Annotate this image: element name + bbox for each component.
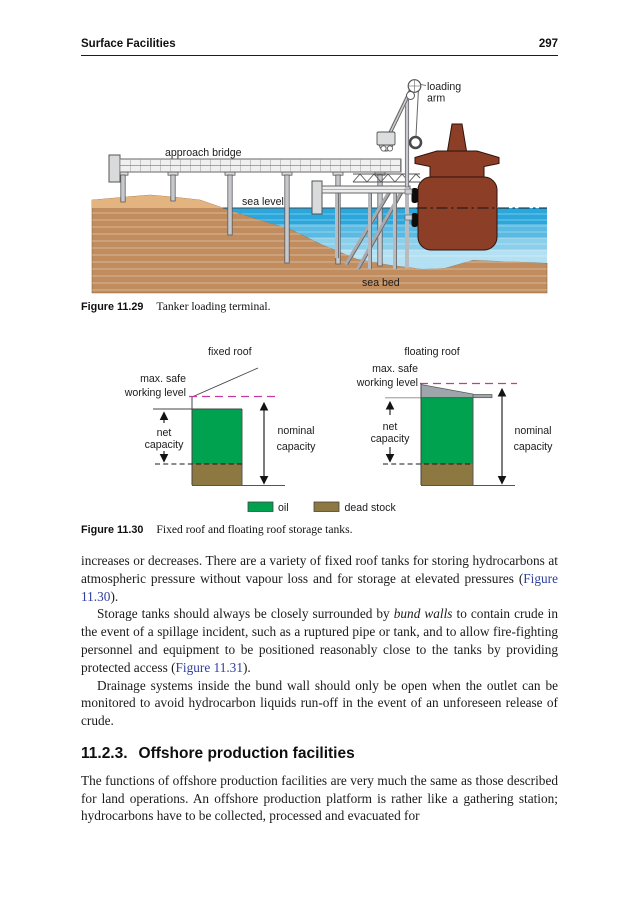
max-safe-label-line1: max. safe xyxy=(140,373,186,385)
figure-11-30-caption-text: Fixed roof and floating roof storage tanks. xyxy=(156,523,353,536)
loading-connection-upper xyxy=(405,189,412,194)
oil-volume xyxy=(193,410,242,465)
oil-volume xyxy=(422,398,473,464)
paragraph-2-text-a: Storage tanks should always be closely surrounded by xyxy=(97,606,394,622)
dead-stock-volume xyxy=(422,464,473,485)
net-capacity-label-line1: net xyxy=(382,421,398,433)
paragraph-1-end: ). xyxy=(110,588,119,604)
running-head-title: Surface Facilities xyxy=(81,38,176,50)
paragraph-4: The functions of offshore production facilities are very much the same as those described for land operations. An offshore production platform is rather like a gathering station; hydrocarbons have to be collected, processed and evacuated for xyxy=(81,772,558,824)
ship-funnel xyxy=(448,124,467,151)
ship-superstructure xyxy=(415,151,499,178)
fender-upper xyxy=(412,188,419,203)
fixed-roof-title: fixed roof xyxy=(208,346,252,358)
section-heading xyxy=(81,745,558,763)
label-arm: arm xyxy=(427,92,446,105)
paragraph-2-end: ). xyxy=(242,659,251,675)
legend-oil-swatch xyxy=(248,502,273,512)
legend-dead-stock-swatch xyxy=(314,502,339,512)
paragraph-2-text-b: to contain crude in the event of a spillage incident, such as a ruptured pipe or tank, and to allow fire-fighting personnel and equipment to be positioned reasonably close to the tanks by providing protected access ( xyxy=(81,606,558,675)
paragraph-1 xyxy=(81,552,558,605)
crane-hook-ring-icon xyxy=(410,137,421,148)
figure-11-29-tanker-terminal xyxy=(90,72,548,294)
label-loading: loading xyxy=(427,81,462,93)
ship-hull xyxy=(418,177,497,250)
label-sea-level: sea level xyxy=(242,196,284,208)
floating-roof-title: floating roof xyxy=(404,346,460,358)
bridge-abutment xyxy=(109,155,120,182)
dead-stock-volume xyxy=(193,464,242,485)
nominal-capacity-label-line2: capacity xyxy=(513,441,553,453)
nominal-capacity-label-line2: capacity xyxy=(276,441,316,453)
tanker-ship xyxy=(415,124,499,250)
figure-11-30-caption-label: Figure 11.30 xyxy=(81,524,144,536)
figure-11-29-caption-label: Figure 11.29 xyxy=(81,301,144,313)
gangway-truss xyxy=(353,174,420,182)
figure-11-29-caption-text: Tanker loading terminal. xyxy=(156,300,271,313)
floating-roof-tank xyxy=(356,346,553,486)
running-head-row xyxy=(81,38,558,50)
body-text xyxy=(81,552,558,825)
figure-11-29-caption xyxy=(81,300,271,313)
loading-connection-lower xyxy=(405,215,412,220)
figure-11-31-reference-link[interactable]: Figure 11.31 xyxy=(175,659,243,675)
nominal-capacity-label-line1: nominal xyxy=(277,425,315,437)
net-capacity-label-line1: net xyxy=(156,427,172,439)
net-capacity-label-line2: capacity xyxy=(370,433,410,445)
paragraph-3: Drainage systems inside the bund wall should only be open when the outlet can be monitored to avoid hydrocarbon liquids run-off in the event of an unforeseen release of crude. xyxy=(81,677,558,729)
max-safe-label-line1: max. safe xyxy=(372,363,418,375)
label-sea-bed: sea bed xyxy=(362,277,400,289)
figure-11-30-reference-link[interactable]: Figure 11.30 xyxy=(81,570,558,604)
page-number: 297 xyxy=(538,38,558,50)
figure-11-30-legend xyxy=(248,502,396,514)
fixed-roof-tank xyxy=(124,346,316,486)
max-safe-label-line2: working level xyxy=(356,377,418,389)
nominal-capacity-label-line1: nominal xyxy=(514,425,552,437)
figure-11-30-caption xyxy=(81,523,353,536)
bund-walls-italic: bund walls xyxy=(393,606,453,622)
approach-bridge xyxy=(109,155,401,182)
floating-roof-deck xyxy=(421,385,473,398)
net-capacity-label-line2: capacity xyxy=(144,439,184,451)
section-number: 11.2.3. xyxy=(81,744,128,762)
header-rule xyxy=(81,55,558,56)
paragraph-2 xyxy=(81,605,558,676)
figure-11-30-storage-tanks xyxy=(80,345,560,523)
legend-oil-label: oil xyxy=(278,502,289,514)
fender-lower xyxy=(412,213,419,227)
legend-dead-stock-label: dead stock xyxy=(344,502,396,514)
fixed-roof-line xyxy=(192,368,258,397)
max-safe-label-line2: working level xyxy=(124,387,186,399)
label-approach-bridge: approach bridge xyxy=(165,147,242,159)
section-title: Offshore production facilities xyxy=(138,744,355,762)
paragraph-1-text: increases or decreases. There are a variety of fixed roof tanks for storing hydrocarbons at atmospheric pressure without vapour loss and for storage at elevated pressures ( xyxy=(81,553,558,586)
